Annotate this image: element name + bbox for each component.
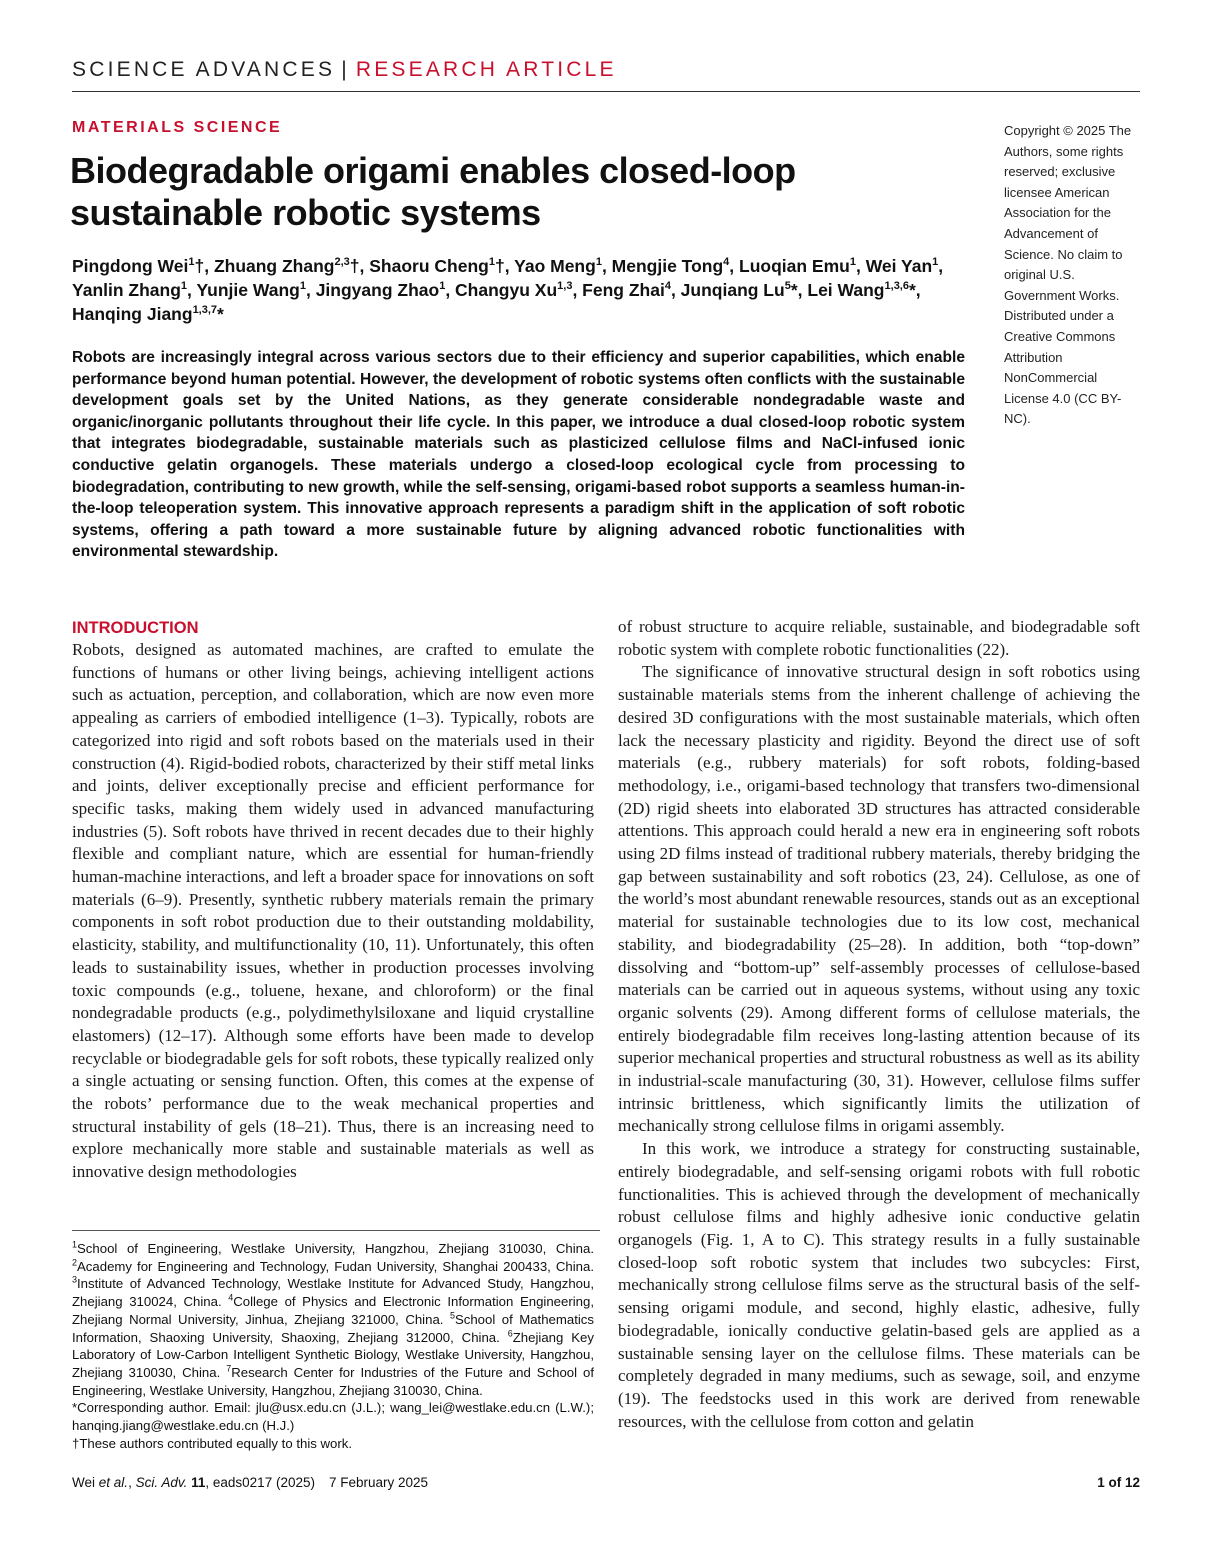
article-title: Biodegradable origami enables closed-loop sustainable robotic systems [70,150,796,233]
copyright-notice: Copyright © 2025 The Authors, some rights reserved; exclusive licensee American Association for the Advancement of Science. No claim to original U.S. Government Works. Distributed under a Creative Commons Attribution NonCommercial License 4.0 (CC BY-NC). [1004,123,1132,427]
author-affiliation-marker: 1 [488,256,495,269]
body-paragraph: In this work, we introduce a strategy for constructing sustainable, entirely biodegradable, and self-sensing origami robots with full robotic functionalities. This is achieved through the development of mechanically robust cellulose films and highly adhesive ionic conductive gelatin organogels (Fig. 1, A to C). This strategy results in a fully sustainable closed-loop soft robotic system that includes two subcycles: First, mechanically strong cellulose films serve as the structural basis of the self-sensing origami module, and second, highly elastic, adhesive, fully biodegradable, ionically conductive gelatin-based gels are applied as a sustainable sensing layer on the cellulose films. These materials can be completely degraded in many mediums, such as sewage, soil, and enzyme (19). The feedstocks used in this work are derived from renewable resources, with the cellulose from cotton and gelatin [618,1139,1140,1431]
paragraph-1-part-2: of robust structure to acquire reliable, sustainable, and biodegradable soft robotic system with complete robotic functionalities (22). [618,617,1140,659]
author-name: Wei Yan$^1$ [865,256,939,276]
author-name: Lei Wang$^{1,3,6}$* [807,280,916,300]
page-number: 1 of 12 [1097,1475,1140,1490]
footnotes [72,1240,594,1452]
paragraph-1-part-1: Robots, designed as automated machines, are crafted to emulate the functions of humans or other living beings, achieving intelligent actions such as actuation, perception, and collaboration, which are now even more appealing as carriers of embodied intelligence (1–3). Typically, robots are categorized into rigid and soft robots based on the materials used in their construction (4). Rigid-bodied robots, characterized by their stiff metal links and joints, deliver exceptionally precise and efficient performance for specific tasks, making them widely used in advanced manufacturing industries (5). Soft robots have thrived in recent decades due to their highly flexible and compliant nature, which are essential for human-friendly human-machine interactions, and left a broader space for innovations on soft materials (6–9). Presently, synthetic rubbery materials remain the primary components in soft robot production due to their outstanding moldability, elasticity, stability, and multifunctionality (10, 11). Unfortunately, this often leads to sustainability issues, whether in production processes involving toxic compounds (e.g., toluene, hexane, and chloroform) or the final nondegradable products (e.g., polydimethylsiloxane and liquid crystalline elastomers) (12–17). Although some efforts have been made to develop recyclable or biodegradable gels for soft robots, these typically realized only a single actuating or sensing function. Often, this comes at the expense of the robots’ performance due to the weak mechanical properties and structural instability of gels (18–21). Thus, there is an increasing need to explore mechanically more stable and sustainable materials as well as innovative design methodologies [72,640,594,1182]
corresponding-author: *Corresponding author. Email: jlu@usx.edu.cn (J.L.); wang_lei@westlake.edu.cn (L.W.); hanqing.jiang@westlake.edu.cn (H.J.) [72,1400,594,1434]
author-name: Shaoru Cheng$^1$† [369,256,505,276]
author-name: Jingyang Zhao$^1$ [315,280,446,300]
body-paragraph: The significance of innovative structural design in soft robotics using sustainable materials stems from the inherent challenge of achieving the desired 3D configurations with the most sustainable materials, which often lack the necessary plasticity and rigidity. Beyond the direct use of soft materials (e.g., rubbery materials) for soft robots, folding-based methodology, i.e., origami-based technology that transfers two-dimensional (2D) rigid sheets into elaborated 3D structures has attracted considerable attentions. This approach could herald a new era in engineering soft robots using 2D films instead of traditional rubbery materials, thereby bridging the gap between sustainability and soft robotics (23, 24). Cellulose, as one of the world’s most abundant renewable resources, stands out as an exceptional material for sustainable technologies due to its low cost, mechanical stability, and biodegradability (25–28). In addition, both “top-down” dissolving and “bottom-up” self-assembly processes of cellulose-based materials can be carried out in aqueous systems, without using any toxic organic solvents (29). Among different forms of cellulose materials, the entirely biodegradable film receives long-lasting attention because of its superior mechanical properties and structural robustness as well as its ability in industrial-scale manufacturing (30, 31). However, cellulose films suffer intrinsic brittleness, which significantly limits the utilization of mechanically strong cellulose films in origami assembly. [618,662,1140,1136]
affiliations: $^1$School of Engineering, Westlake University, Hangzhou, Zhejiang 310030, China. $^2$Academy for Engineering and Technology, Fudan University, Shanghai 200433, China. $^3$Institute of Advanced Technology, Westlake Institute for Advanced Study, Hangzhou, Zhejiang 310024, China. $^4$College of Physics and Electronic Information Engineering, Zhejiang Normal University, Jinhua, Zhejiang 321000, China. $^5$School of Mathematics Information, Shaoxing University, Shaoxing, Zhejiang 312000, China. $^6$Zhejiang Key Laboratory of Low-Carbon Intelligent Synthetic Biology, Westlake University, Hangzhou, Zhejiang 310030, China. $^7$Research Center for Industries of the Future and School of Engineering, Westlake University, Hangzhou, Zhejiang 310030, China. [72,1239,595,1398]
footer-article-id: , eads0217 (2025) [205,1475,315,1490]
author-affiliation-marker: 4 [664,280,671,293]
author-affiliation-marker: 1 [188,256,195,269]
header-rule [72,91,1140,92]
author-name: Yanlin Zhang$^1$ [72,280,188,300]
author-name: Yao Meng$^1$ [514,256,602,276]
author-name: Feng Zhai$^4$ [582,280,671,300]
equal-contribution-note: †These authors contributed equally to this work. [72,1435,353,1451]
journal-masthead [72,58,1140,88]
author-affiliation-marker: 1,3,7 [192,304,218,317]
author-affiliation-marker: 1 [932,256,939,269]
footer-etal: et al. [98,1475,129,1490]
author-affiliation-marker: 1 [595,256,602,269]
author-affiliation-marker: 1 [439,280,446,293]
author-affiliation-marker: 4 [723,256,730,269]
author-affiliation-marker: 1,3 [557,280,573,293]
author-affiliation-marker: 5 [784,280,791,293]
author-name: Luoqian Emu$^1$ [739,256,856,276]
author-affiliation-marker: 1 [849,256,856,269]
author-affiliation-marker: 2,3 [334,256,350,269]
author-name: Pingdong Wei$^1$† [72,256,205,276]
text-column-left [72,617,594,1184]
masthead-separator: | [341,58,350,81]
body-paragraph [72,639,594,1184]
citation-footer: Wei et al., Sci. Adv. 11, eads0217 (2025) 7 February 2025 [72,1475,429,1490]
section-label: MATERIALS SCIENCE [72,119,283,136]
author-name: Zhuang Zhang$^{2,3}$† [213,256,360,276]
author-affiliation-marker: 1,3,6 [884,280,909,293]
author-name: Yunjie Wang$^1$ [196,280,306,300]
author-name: Hanqing Jiang$^{1,3,7}$* [72,304,224,324]
author-affiliation-marker: 1 [180,280,188,293]
abstract: Robots are increasingly integral across various sectors due to their efficiency and superior capabilities, which enable performance beyond human potential. However, the development of robotic systems often conflicts with the sustainable development goals set by the United Nations, as they generate considerable nondegradable waste and organic/inorganic pollutants throughout their life cycle. In this paper, we introduce a dual closed-loop robotic system that integrates biodegradable, sustainable materials such as plasticized cellulose films and NaCl-infused ionic conductive gelatin organogels. These materials undergo a closed-loop ecological cycle from processing to biodegradation, contributing to new growth, while the self-sensing, origami-based robot supports a seamless human-in-the-loop teleoperation system. This innovative approach represents a paradigm shift in the application of soft robotic systems, offering a path toward a more sustainable future by aligning advanced robotic functionalities with environmental stewardship. [72,349,965,561]
author-name: Mengjie Tong$^4$ [611,256,730,276]
footer-date: 7 February 2025 [328,1475,429,1490]
text-column-right [618,616,1140,1433]
footer-volume: 11 [191,1475,206,1490]
author-list: Pingdong Wei$^1$†, Zhuang Zhang$^{2,3}$†, Shaoru Cheng$^1$†, Yao Meng$^1$, Mengjie Tong$^4$, Luoqian Emu$^1$, Wei Yan$^1$, Yanlin Zhang$^1$, Yunjie Wang$^1$, Jingyang Zhao$^1$, Changyu Xu$^{1,3}$, Feng Zhai$^4$, Junqiang Lu$^5$*, Lei Wang$^{1,3,6}$*, Hanqing Jiang$^{1,3,7}$* [72,256,944,324]
author-name: Junqiang Lu$^5$* [680,280,798,300]
author-affiliation-marker: 1 [299,280,306,293]
author-name: Changyu Xu$^{1,3}$ [455,280,573,300]
footer-authors: Wei [72,1475,96,1490]
body-paragraph [618,616,1140,661]
journal-name: SCIENCE ADVANCES [72,58,336,81]
footnote-rule [72,1230,600,1231]
article-type: RESEARCH ARTICLE [355,58,617,81]
introduction-heading: INTRODUCTION [72,619,199,637]
footer-journal: Sci. Adv. [135,1475,188,1490]
